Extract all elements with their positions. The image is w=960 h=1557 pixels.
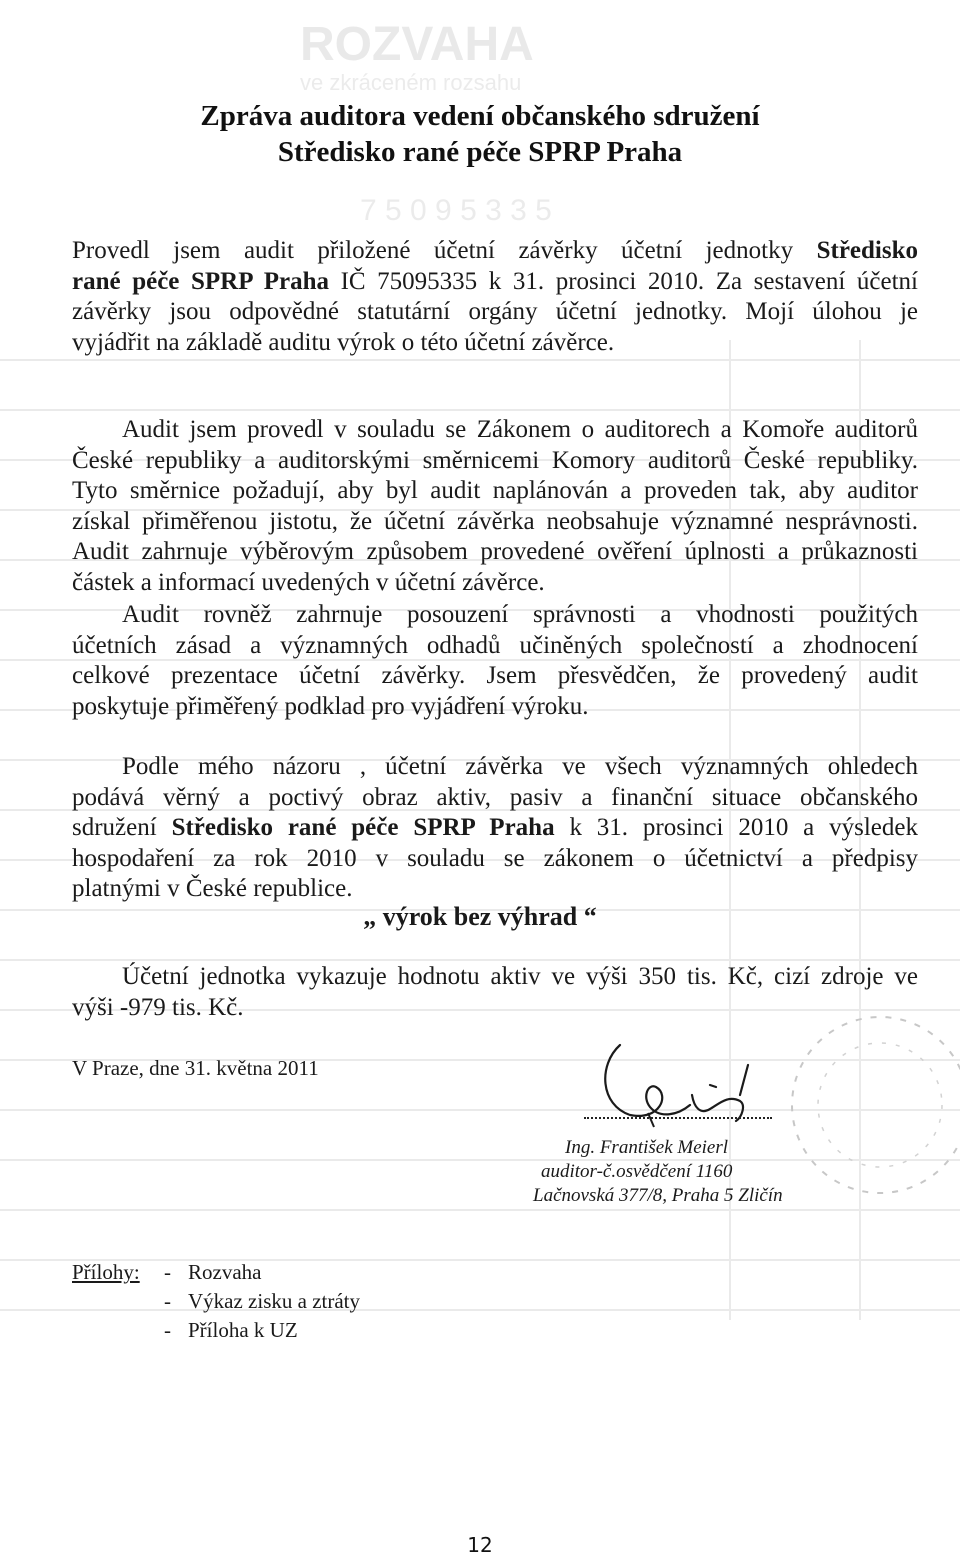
text-line: platnými v České republice. bbox=[72, 875, 353, 902]
svg-text:7 5 0 9 5 3 3 5: 7 5 0 9 5 3 3 5 bbox=[360, 194, 552, 227]
paragraph-opinion bbox=[72, 752, 918, 905]
text-line: výši -979 tis. Kč. bbox=[72, 993, 244, 1021]
text-line: podává věrný a poctivý obraz aktiv, pasiv a finanční situace občanského bbox=[72, 783, 918, 811]
text-segment: Provedl jsem audit přiložené účetní závěrky účetní jednotky bbox=[72, 237, 817, 264]
text-line bbox=[72, 813, 918, 844]
text-segment: k 31. prosinci 2010 a výsledek bbox=[554, 814, 918, 841]
audit-verdict: „ výrok bez výhrad “ bbox=[363, 902, 597, 931]
signature-line bbox=[584, 1117, 772, 1119]
text-line: hospodaření za rok 2010 v souladu se zákonem o účetnictví a předpisy bbox=[72, 844, 918, 872]
page-number: 12 bbox=[467, 1533, 493, 1557]
auditor-block bbox=[525, 1136, 825, 1208]
paragraph-assessment bbox=[72, 600, 918, 722]
auditor-license: auditor-č.osvědčení 1160 bbox=[541, 1161, 733, 1182]
text-segment: IČ 75095335 k 31. prosinci 2010. Za sestavení účetní bbox=[328, 267, 918, 295]
text-line: Audit jsem provedl v souladu se Zákonem o auditorech a Komoře auditorů bbox=[122, 416, 918, 443]
text-line: Podle mého názoru , účetní závěrka ve všech významných ohledech bbox=[122, 753, 918, 780]
text-line: získal přiměřenou jistotu, že účetní závěrka neobsahuje významné nesprávnosti. bbox=[72, 507, 918, 535]
text-line: České republiky a auditorskými směrnicemi Komory auditorů České republiky. bbox=[72, 446, 918, 474]
text-line: Účetní jednotka vykazuje hodnotu aktiv ve výši 350 tis. Kč, cizí zdroje ve bbox=[122, 963, 918, 990]
bold-entity-name: Středisko bbox=[816, 237, 918, 264]
bold-entity-name: rané péče SPRP Praha bbox=[72, 267, 329, 295]
text-line: vyjádřit na základě auditu výrok o této účetní závěrce. bbox=[72, 328, 615, 356]
attachment-title: Výkaz zisku a ztráty bbox=[188, 1289, 361, 1313]
svg-text:ROZVAHA: ROZVAHA bbox=[300, 18, 534, 71]
auditor-address: Lačnovská 377/8, Praha 5 Zličín bbox=[533, 1185, 783, 1206]
report-title: Zpráva auditora vedení občanského sdružení bbox=[200, 100, 760, 132]
report-subtitle: Středisko rané péče SPRP Praha bbox=[277, 136, 683, 168]
place-and-date: V Praze, dne 31. května 2011 bbox=[72, 1056, 319, 1080]
bold-entity-name: Středisko rané péče SPRP Praha bbox=[171, 814, 555, 841]
handwritten-signature bbox=[590, 1035, 780, 1130]
text-line bbox=[72, 267, 918, 298]
text-line: Audit rovněž zahrnuje posouzení správnosti a vhodnosti použitých bbox=[122, 601, 918, 628]
text-line: poskytuje přiměřený podklad pro vyjádření výroku. bbox=[72, 692, 589, 720]
attachment-item: - Výkaz zisku a ztráty bbox=[164, 1289, 361, 1313]
text-line: celkové prezentace účetní závěrky. Jsem přesvědčen, že provedený audit bbox=[72, 662, 918, 689]
text-line: závěrky jsou odpovědné statutární orgány účetní jednotky. Mojí úlohou je bbox=[72, 298, 918, 325]
text-line: účetních zásad a významných odhadů učiněných společností a zhodnocení bbox=[72, 631, 918, 659]
attachment-title: Rozvaha bbox=[188, 1260, 262, 1284]
text-line bbox=[72, 236, 918, 267]
attachments-label: Přílohy: bbox=[72, 1260, 140, 1284]
attachments-list bbox=[72, 1258, 360, 1345]
text-line: Audit zahrnuje výběrovým způsobem provedené ověření úplnosti a průkaznosti bbox=[72, 538, 918, 565]
attachment-item: - Příloha k UZ bbox=[164, 1318, 298, 1342]
auditor-name: Ing. František Meierl bbox=[565, 1137, 729, 1158]
paragraph-scope bbox=[72, 236, 918, 358]
attachment-title: Příloha k UZ bbox=[188, 1318, 298, 1342]
text-line: částek a informací uvedených v účetní závěrce. bbox=[72, 568, 545, 596]
svg-text:ve zkráceném rozsahu: ve zkráceném rozsahu bbox=[300, 70, 522, 95]
text-segment: sdružení bbox=[72, 814, 172, 841]
paragraph-standards bbox=[72, 415, 918, 598]
attachment-item: Přílohy: - Rozvaha bbox=[72, 1258, 360, 1287]
text-line: Tyto směrnice požadují, aby byl audit naplánován a proveden tak, aby auditor bbox=[72, 477, 918, 504]
